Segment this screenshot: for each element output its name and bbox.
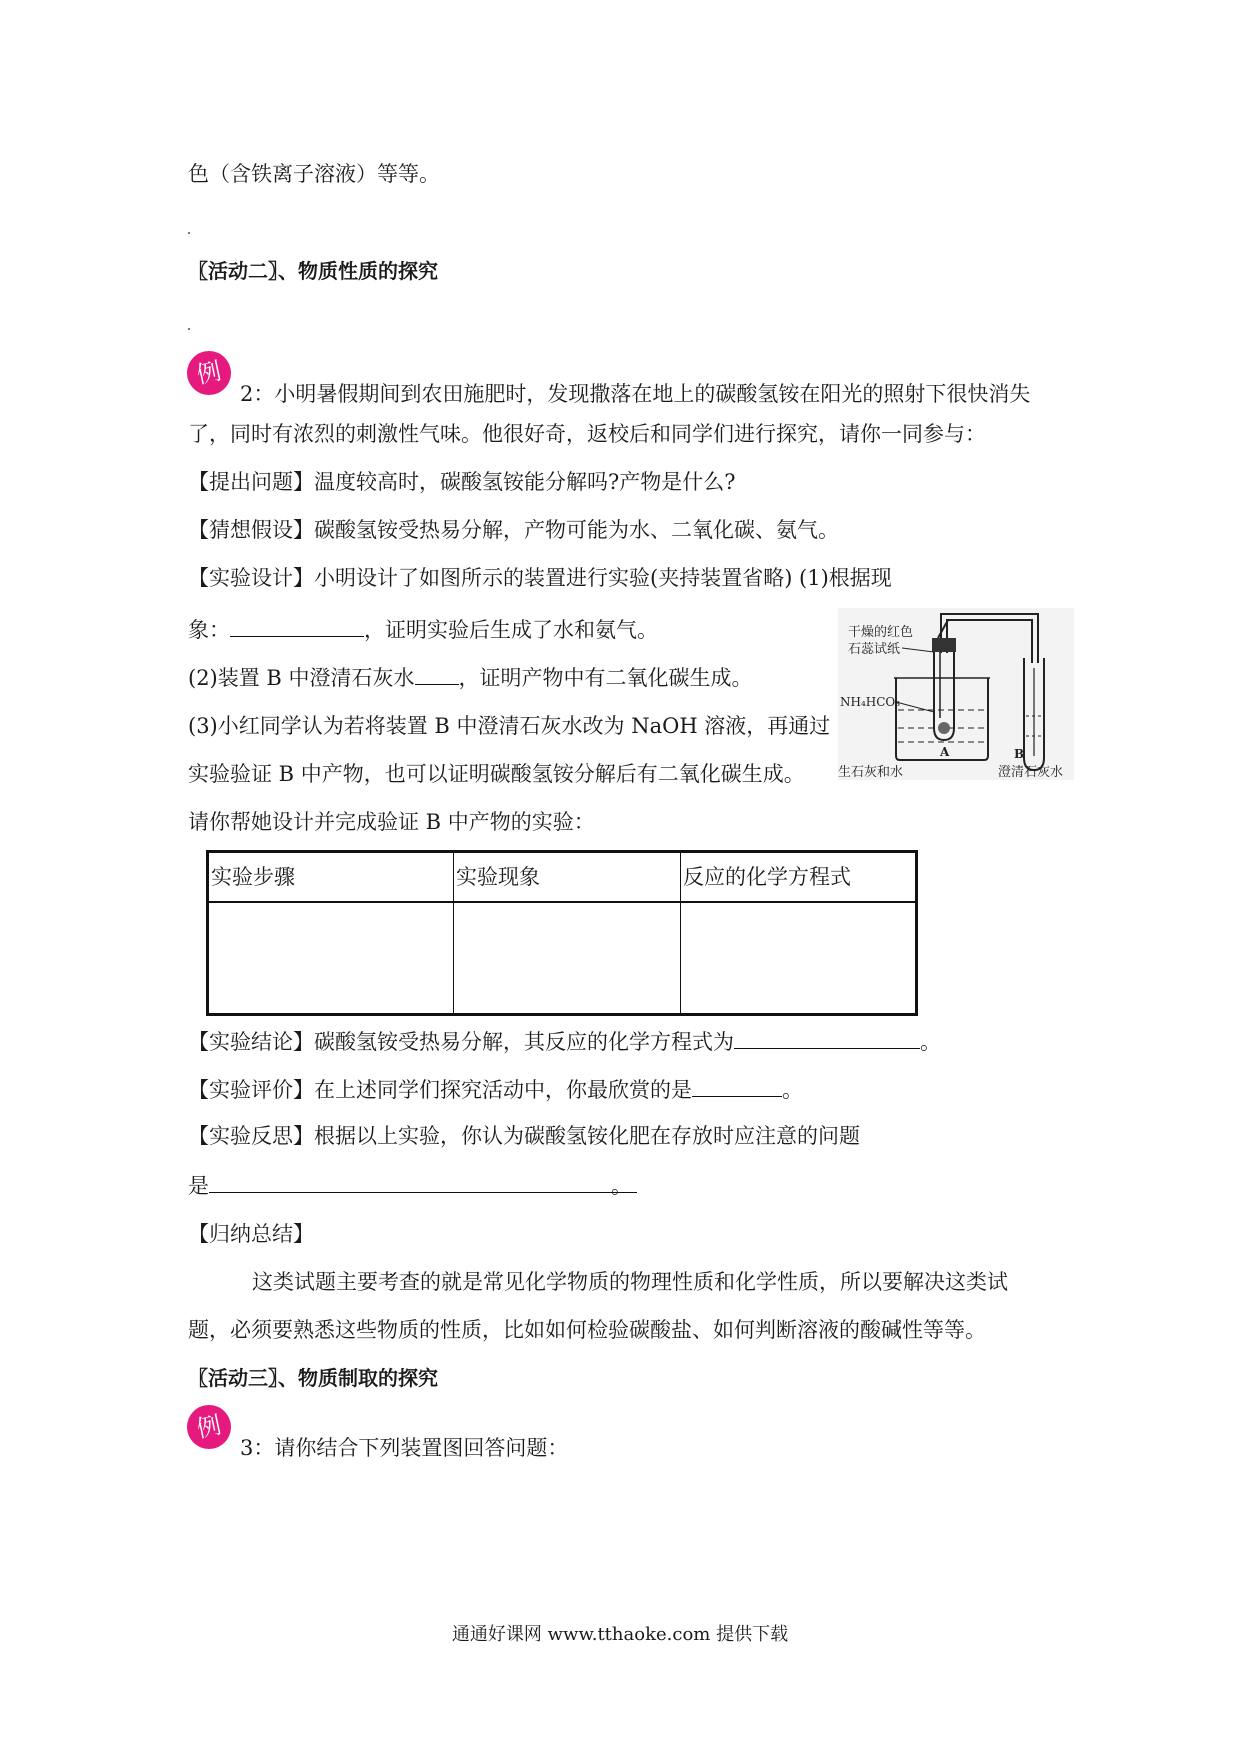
table-header-phenomena: 实验现象: [454, 852, 681, 903]
answer-blank[interactable]: [415, 662, 459, 685]
text-line: (3)小红同学认为若将装置 B 中澄清石灰水改为 NaOH 溶液，再通过: [188, 714, 831, 738]
text-line: 了，同时有浓烈的刺激性气味。他很好奇，返校后和同学们进行探究，请你一同参与：: [188, 422, 986, 446]
text-line: 请你帮她设计并完成验证 B 中产物的实验：: [188, 810, 595, 834]
example-badge-icon: [186, 1404, 232, 1450]
text-fragment: 。: [782, 1078, 803, 1102]
text-fragment: 【实验结论】碳酸氢铵受热易分解，其反应的化学方程式为: [188, 1030, 734, 1054]
page-footer: 通通好课网 www.tthaoke.com 提供下载: [451, 1624, 789, 1645]
apparatus-figure: [838, 608, 1074, 780]
text-line: 这类试题主要考查的就是常见化学物质的物理性质和化学性质，所以要解决这类试: [252, 1270, 1008, 1294]
answer-blank[interactable]: [692, 1074, 782, 1097]
text-fragment: 。: [611, 1174, 632, 1198]
answer-blank[interactable]: [230, 614, 364, 637]
figure-label-paper-2: 石蕊试纸: [848, 642, 901, 657]
figure-label-a: A: [940, 745, 950, 759]
figure-label-b: B: [1014, 747, 1025, 761]
text-fragment: 是: [188, 1174, 209, 1198]
text-line: 【猜想假设】碳酸氢铵受热易分解，产物可能为水、二氧化碳、氨气。: [188, 518, 839, 542]
text-line: [188, 662, 753, 692]
experiment-table: [206, 850, 918, 1016]
text-fragment: 象：: [188, 618, 230, 642]
text-line: 实验验证 B 中产物，也可以证明碳酸氢铵分解后有二氧化碳生成。: [188, 762, 805, 786]
table-cell-answer[interactable]: [681, 902, 917, 1015]
text-line: 【实验设计】小明设计了如图所示的装置进行实验(夹持装置省略) (1)根据现: [188, 566, 892, 590]
text-line: 【提出问题】温度较高时，碳酸氢铵能分解吗?产物是什么?: [188, 470, 736, 494]
text-line: 题，必须要熟悉这些物质的性质，比如如何检验碳酸盐、如何判断溶液的酸碱性等等。: [188, 1318, 986, 1342]
table-header-row: [208, 852, 917, 903]
text-line: 【归纳总结】: [188, 1222, 314, 1246]
example-badge-label: 例: [194, 356, 224, 390]
text-line: 【实验反思】根据以上实验，你认为碳酸氢铵化肥在存放时应注意的问题: [188, 1124, 860, 1148]
section-title-activity3: 〖活动三〗、物质制取的探究: [188, 1366, 438, 1390]
text-line: 2：小明暑假期间到农田施肥时，发现撒落在地上的碳酸氢铵在阳光的照射下很快消失: [240, 382, 1031, 406]
table-header-steps: 实验步骤: [208, 852, 454, 903]
stray-dot: [188, 328, 190, 330]
section-title-activity2: 〖活动二〗、物质性质的探究: [188, 259, 438, 283]
text-fragment: 。: [920, 1030, 941, 1054]
answer-blank[interactable]: [209, 1170, 637, 1193]
figure-label-left: 生石灰和水: [838, 765, 904, 780]
figure-label-salt: NH₄HCO₃: [840, 695, 901, 709]
text-fragment: ，证明实验后生成了水和氨气。: [364, 618, 658, 642]
example-badge-icon: [186, 350, 232, 396]
text-line: [188, 1170, 632, 1200]
table-cell-answer[interactable]: [208, 902, 454, 1015]
example-badge-label: 例: [194, 1410, 224, 1444]
text-fragment: (2)装置 B 中澄清石灰水: [188, 666, 415, 690]
answer-blank[interactable]: [734, 1026, 920, 1049]
text-fragment: 【实验评价】在上述同学们探究活动中，你最欣赏的是: [188, 1078, 692, 1102]
table-cell-answer[interactable]: [454, 902, 681, 1015]
stray-dot: [188, 232, 190, 234]
text-line: 色（含铁离子溶液）等等。: [188, 162, 440, 186]
table-header-equation: 反应的化学方程式: [681, 852, 917, 903]
text-line: [188, 1074, 803, 1104]
table-row: [208, 902, 917, 1015]
text-line: [188, 614, 658, 644]
text-fragment: ，证明产物中有二氧化碳生成。: [458, 666, 753, 690]
text-line: [188, 1026, 941, 1056]
figure-label-right: 澄清石灰水: [998, 765, 1064, 780]
figure-label-paper-1: 干燥的红色: [848, 625, 914, 640]
text-line: 3：请你结合下列装置图回答问题：: [240, 1436, 569, 1460]
